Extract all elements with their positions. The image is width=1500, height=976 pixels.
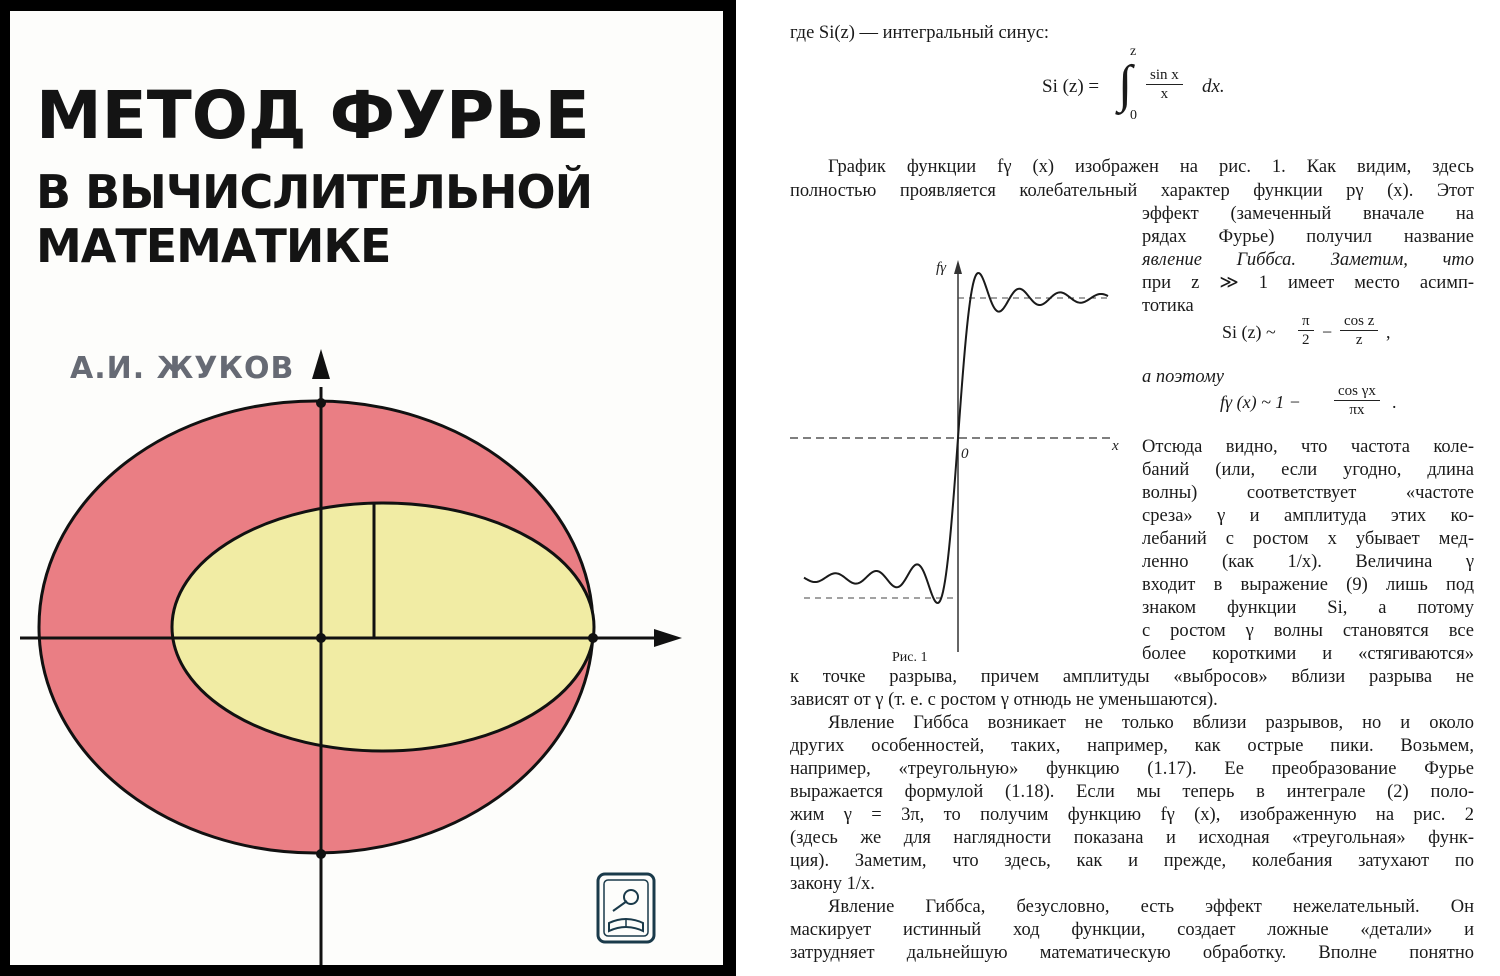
para3-line2: маскирует истинный ход функции, создает ложные «детали» и — [790, 920, 1474, 940]
cover-title-line3: МАТЕМАТИКЕ — [36, 219, 391, 273]
side-b-line2: баний (или, если угодно, длина — [1142, 460, 1474, 480]
formula-f-lhs: fγ (x) ~ 1 − — [1220, 392, 1301, 412]
figure-caption: Рис. 1 — [892, 650, 928, 665]
formula-asym-lhs: Si (z) ~ — [1222, 322, 1276, 342]
publisher-logo-icon — [595, 871, 657, 945]
side-b-line4: среза» γ и амплитуда этих ко- — [1142, 506, 1474, 526]
formula-asym-n2: cos z — [1340, 312, 1378, 331]
para2-line7: ция). Заметим, что здесь, как и прежде, колебания затухают по — [790, 851, 1474, 871]
para3-line1: Явление Гиббса, безусловно, есть эффект нежелательный. Он — [828, 897, 1474, 917]
fig-y-label: fγ — [936, 260, 947, 276]
formula-si-upper-limit: z — [1130, 44, 1137, 59]
side-a-line1: эффект (замеченный вначале на — [1142, 204, 1474, 224]
para1-line2: полностью проявляется колебательный характер функции pγ (x). Этот — [790, 181, 1474, 201]
para2-line2: других особенностей, таких, например, как острые пики. Возьмем, — [790, 736, 1474, 756]
y-axis-arrow — [312, 349, 330, 379]
cover-author: А.И. ЖУКОВ — [70, 351, 295, 386]
formula-asym-minus: − — [1322, 322, 1333, 342]
side-a-line2: рядах Фурье) получил название — [1142, 227, 1474, 247]
formula-asym-d1: 2 — [1302, 332, 1310, 348]
cover-title — [36, 77, 593, 273]
side-a-line3: явление Гиббса. Заметим, что — [1142, 250, 1474, 270]
side-b-line8: знаком функции Si, а потому — [1142, 598, 1474, 618]
cover-face — [10, 11, 723, 965]
integral-sign-icon: ∫ — [1118, 56, 1133, 113]
figure-1-gibbs-plot — [790, 252, 1136, 662]
formula-si-dx: dx. — [1202, 76, 1225, 97]
side-b-line3: волны) соответствует «частоте — [1142, 483, 1474, 503]
a-poetomu: а поэтому — [1142, 367, 1224, 387]
formula-asym-frac2 — [1340, 312, 1378, 349]
fig-y-axis-arrow — [954, 260, 962, 274]
formula-si-lhs: Si (z) = — [1042, 76, 1100, 97]
side-b-line9: с ростом γ волны становятся все — [1142, 621, 1474, 641]
side-b-line1: Отсюда видно, что частота коле- — [1142, 437, 1474, 457]
formula-asymptotic — [1222, 312, 1422, 358]
cover-title-line1: МЕТОД ФУРЬЕ — [36, 77, 590, 154]
para3-line3: затрудняет дальнейшую математическую обработку. Вполне понятно — [790, 943, 1474, 963]
book-cover — [0, 0, 736, 976]
formula-si-lower-limit: 0 — [1130, 108, 1137, 123]
formula-si-fraction — [1146, 66, 1183, 103]
para2-line6: (здесь же для наглядности показана и исходная «треугольная» функ- — [790, 828, 1474, 848]
inner-ellipse — [172, 503, 594, 751]
formula-f-num: cos γx — [1334, 382, 1380, 401]
point-bottom — [316, 849, 326, 859]
fig-x-label: x — [1112, 438, 1119, 454]
formula-si-integral — [1042, 44, 1242, 128]
formula-f-tail: . — [1392, 392, 1397, 412]
formula-f-asymptotic — [1220, 382, 1420, 428]
para2-line3: например, «треугольную» функцию (1.17). Ее преобразование Фурье — [790, 759, 1474, 779]
formula-asym-n1: π — [1298, 312, 1314, 331]
formula-si-numerator: sin x — [1146, 66, 1183, 85]
side-b-line6: ленно (как 1/x). Величина γ — [1142, 552, 1474, 572]
para2-line1: Явление Гиббса возникает не только вблизи разрывов, но и около — [828, 713, 1474, 733]
para2-line5: жим γ = 3π, то получим функцию fγ (x), изображенную на рис. 2 — [790, 805, 1474, 825]
side-a-line4: при z ≫ 1 имеет место асимп- — [1142, 273, 1474, 293]
formula-si-denominator: x — [1160, 86, 1169, 102]
side-b-line10: более короткими и «стягиваются» — [1142, 644, 1474, 664]
cover-title-line2: В ВЫЧИСЛИТЕЛЬНОЙ — [36, 165, 593, 219]
para1-line1: График функции fγ (x) изображен на рис. 1. Как видим, здесь — [828, 157, 1474, 177]
fig-origin-label: 0 — [961, 446, 969, 462]
formula-f-frac — [1334, 382, 1380, 419]
point-right — [588, 633, 598, 643]
formula-asym-tail: , — [1386, 322, 1391, 342]
intro-line: где Si(z) — интегральный синус: — [790, 23, 1050, 43]
point-top — [316, 398, 326, 408]
x-axis-arrow — [654, 629, 682, 647]
full-line1: к точке разрыва, причем амплитуды «выбросов» вблизи разрыва не — [790, 667, 1474, 687]
full-line2: зависят от γ (т. е. с ростом γ отнюдь не уменьшаются). — [790, 690, 1218, 710]
para2-line4: выражается формулой (1.18). Если мы теперь в интеграле (2) поло- — [790, 782, 1474, 802]
side-a-line5: тотика — [1142, 296, 1194, 316]
para2-line8: закону 1/x. — [790, 874, 875, 894]
formula-asym-d2: z — [1355, 332, 1363, 348]
side-b-line5: лебаний с ростом x убывает мед- — [1142, 529, 1474, 549]
formula-asym-frac1 — [1298, 312, 1314, 349]
side-b-line7: входит в выражение (9) лишь под — [1142, 575, 1474, 595]
formula-f-den: πx — [1349, 402, 1365, 418]
point-center — [316, 633, 326, 643]
